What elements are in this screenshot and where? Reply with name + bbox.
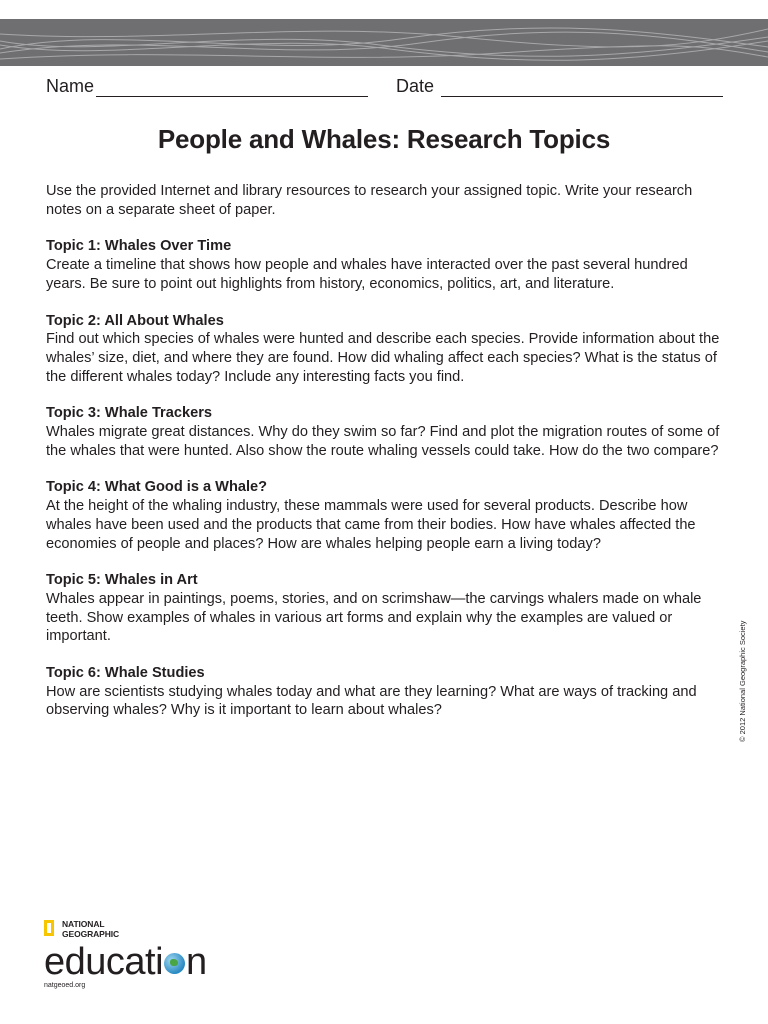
date-label: Date [396,76,435,96]
yellow-border-icon [44,920,54,936]
education-word-part2: n [186,941,207,983]
topic-heading: Topic 1: Whales Over Time [46,238,232,255]
topic-heading: Topic 5: Whales in Art [46,572,198,589]
natgeo-line1: NATIONAL [62,919,105,929]
name-field-line[interactable] [96,96,368,97]
topic-section [46,571,722,646]
topic-section [46,237,722,293]
intro-paragraph: Use the provided Internet and library resources to research your assigned topic. Write your research notes on a separate sheet of paper. [46,183,693,218]
topic-body: Whales migrate great distances. Why do they swim so far? Find and plot the migration routes of some of the whales that were hunted. Also show the route whaling vessels could take. How do the two compare? [46,424,720,459]
topic-heading: Topic 4: What Good is a Whale? [46,479,268,496]
page-title: People and Whales: Research Topics [157,124,611,154]
natgeo-line2: GEOGRAPHIC [62,928,120,939]
education-word-part1: educati [44,941,164,983]
topic-heading: Topic 6: Whale Studies [46,665,205,682]
topic-body: Whales appear in paintings, poems, stories, and on scrimshaw—the carvings whalers made on whale teeth. Show examples of whales in various art forms and explain why the examples are valued or important. [46,590,702,645]
copyright-notice: © 2012 National Geographic Society [738,620,747,742]
document-body [46,182,722,738]
name-label: Name [46,76,95,96]
topic-body: Create a timeline that shows how people and whales have interacted over the past several hundred years. Be sure to point out highlights from history, economics, politics, art, and literature. [46,257,688,292]
header-banner [0,19,768,66]
topic-body: At the height of the whaling industry, these mammals were used for several products. Describe how whales have been used and the products that came from their bodies. How have whales affected the economies of people and places? How are whales helping people earn a living today? [46,498,696,552]
topic-section [46,312,722,387]
topic-section [46,478,722,553]
natgeo-education-logo [44,920,244,995]
topic-body: How are scientists studying whales today and what are they learning? What are ways of tracking and observing whales? Why is it important to learn about whales? [46,683,697,719]
topic-section [46,404,722,460]
wave-lines-decoration [0,19,768,66]
site-url: natgeoed.org [44,982,86,989]
topic-heading: Topic 2: All About Whales [46,312,224,329]
name-date-row [46,76,726,100]
topic-heading: Topic 3: Whale Trackers [46,405,212,422]
education-wordmark [44,940,207,984]
topic-section [46,664,722,720]
globe-icon [164,953,185,974]
natgeo-wordmark [62,920,119,939]
topic-body: Find out which species of whales were hunted and describe each species. Provide information about the whales’ size, diet, and where they are found. How did whaling affect each species? What is the status of the different whales today? Include any interesting facts you find. [46,331,720,385]
date-field-line[interactable] [441,96,723,97]
